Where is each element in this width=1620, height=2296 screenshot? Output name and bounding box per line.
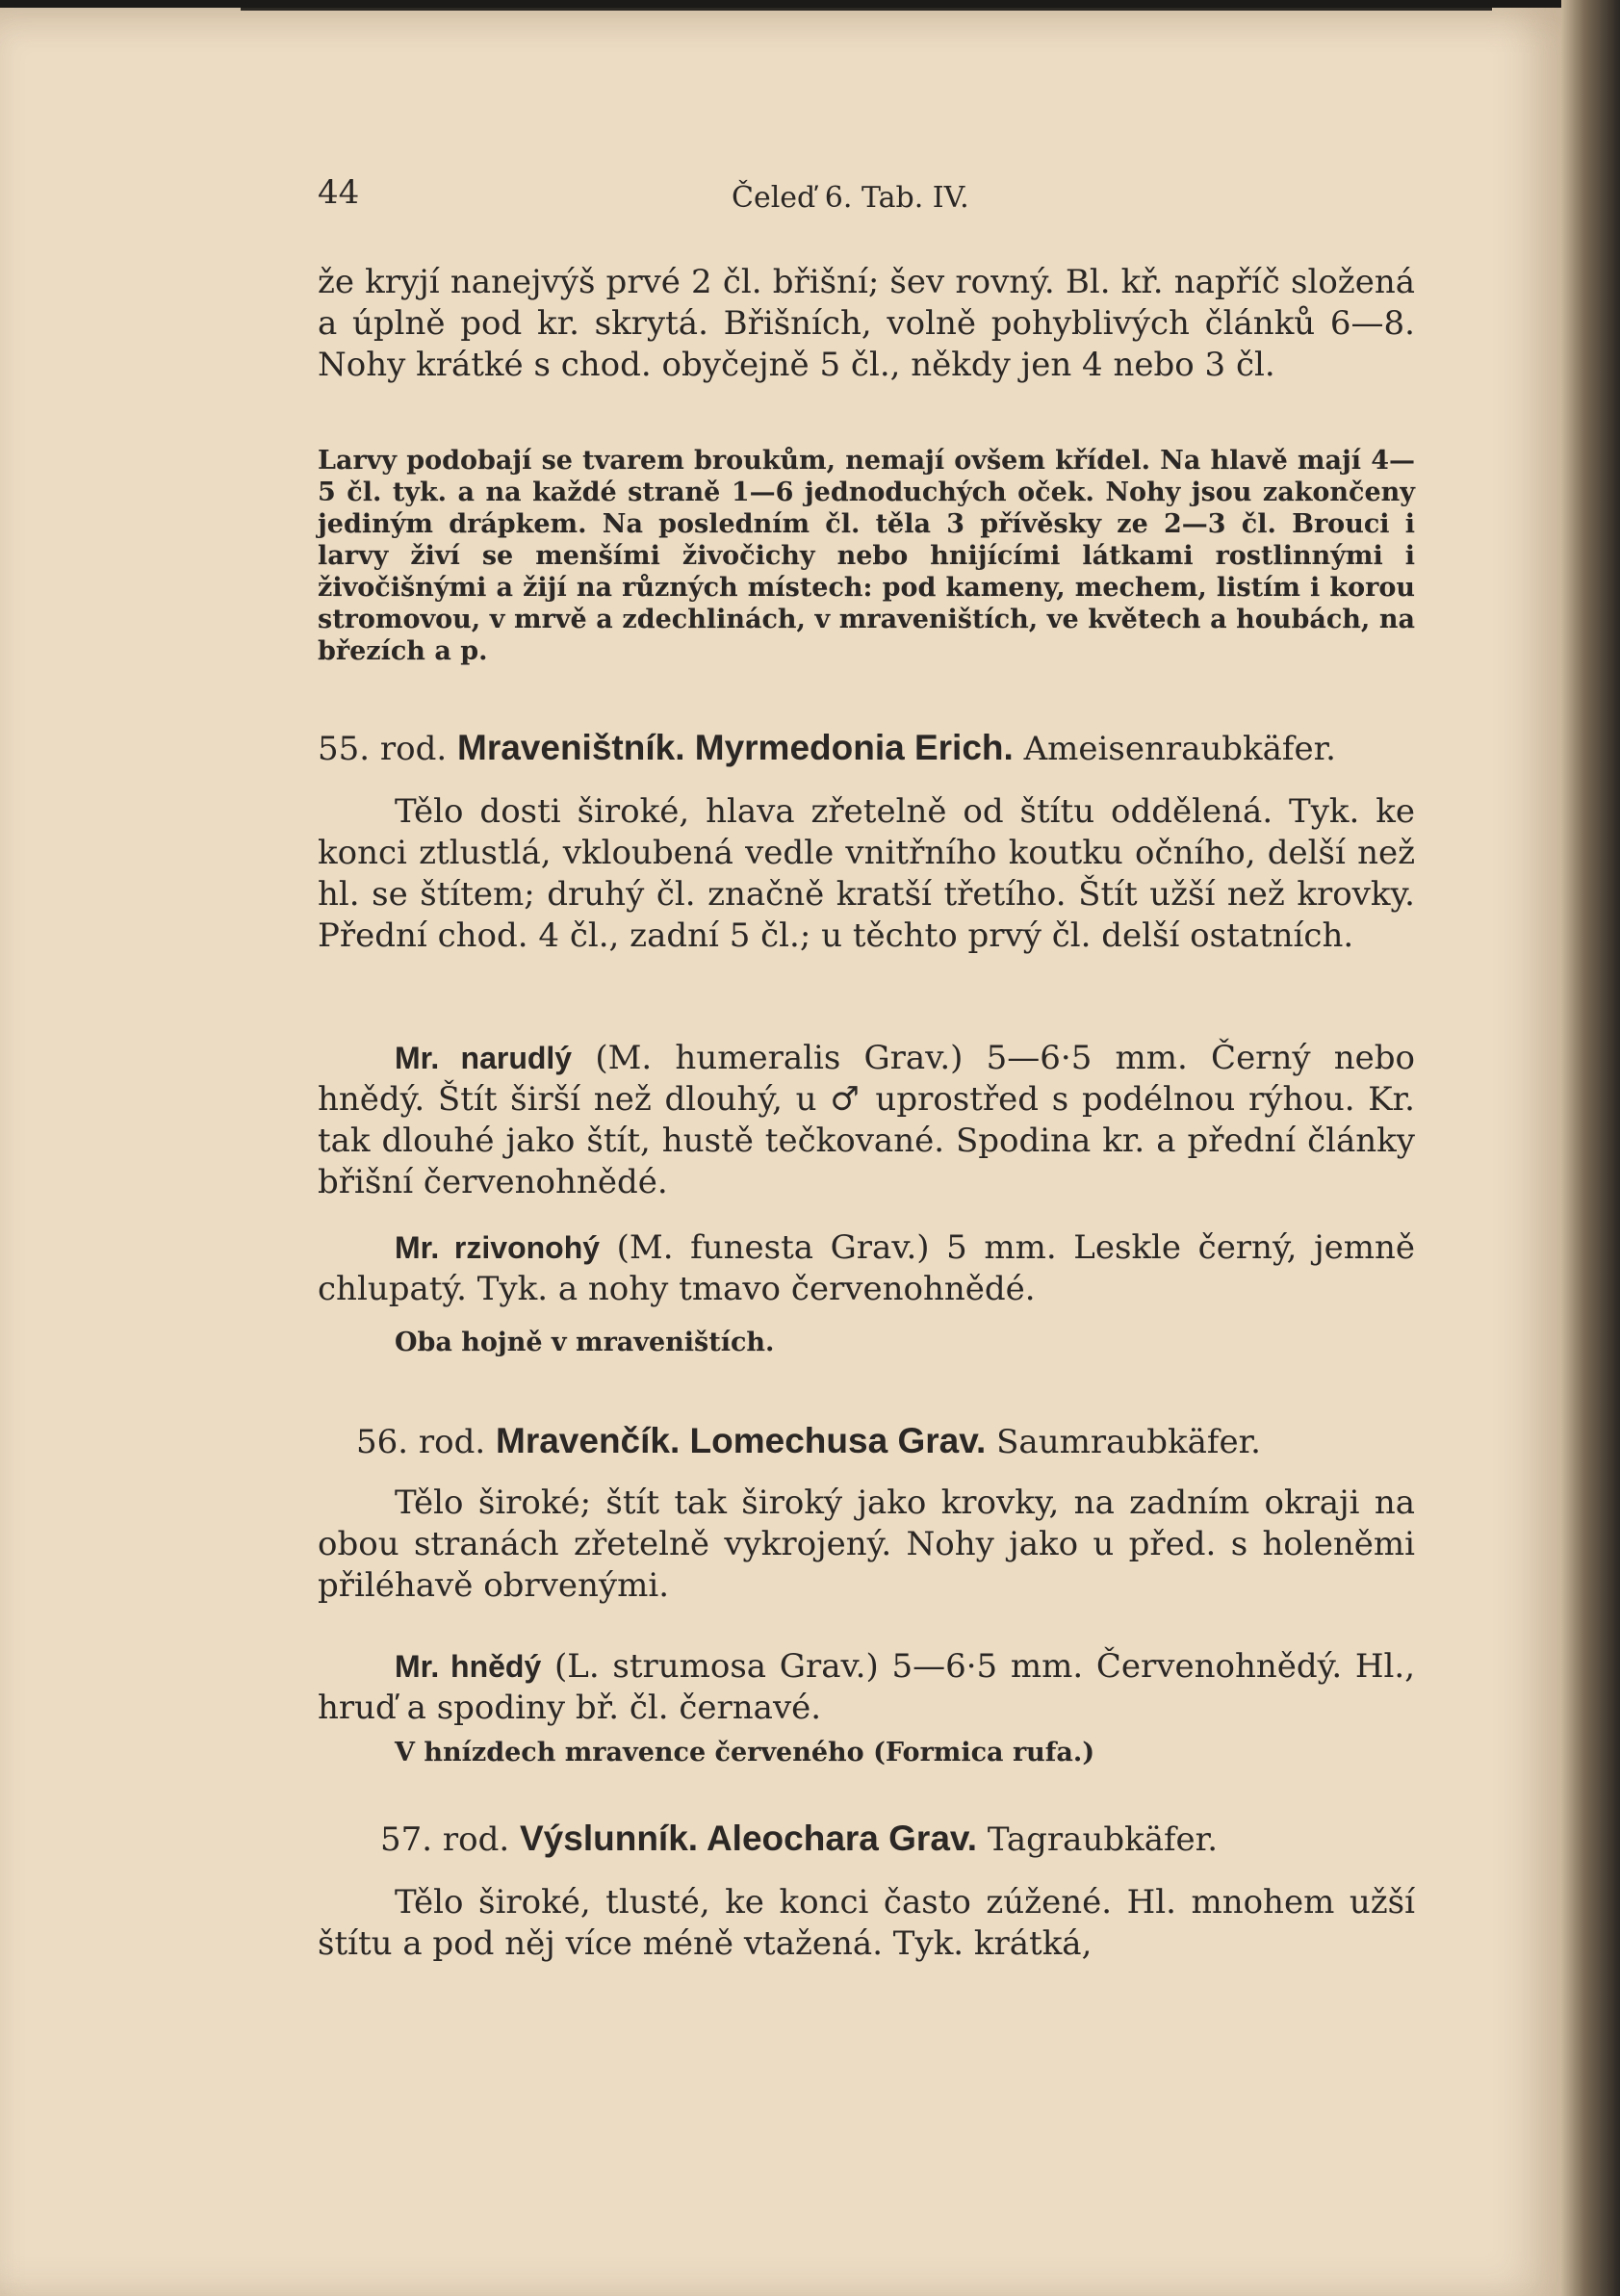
genus-56-description: Tělo široké; štít tak široký jako krovky, na zadním okraji na obou stranách zřetelně vykrojený. Nohy jako u před. s holeněmi přiléhavě obrvenými.	[318, 1483, 1415, 1605]
species-funesta	[318, 1227, 1415, 1310]
genus-57-german: Tagraubkäfer.	[987, 1820, 1219, 1859]
book-spine	[1561, 0, 1620, 2296]
genus-55-description: Tělo dosti široké, hlava zřetelně od štítu oddělená. Tyk. ke konci ztlustlá, vkloubená vedle vnitřního koutku očního, delší než hl. se štítem; druhý čl. značně kratší třetího. Štít užší než krovky. Přední chod. 4 čl., zadní 5 čl.; u těchto prvý čl. delší ostatních.	[318, 792, 1415, 955]
genus-56-heading	[356, 1420, 1453, 1463]
species-humeralis-text: (M. humeralis Grav.) 5—6·5 mm. Černý nebo hnědý. Štít širší než dlouhý, u ♂ uprostřed s podélnou rýhou. Kr. tak dlouhé jako štít, hustě tečkované. Spodina kr. a přední články břišní červenohnědé.	[318, 1039, 1416, 1201]
page-top-edge	[241, 8, 1492, 11]
species-strumosa-name: Mr. hnědý	[395, 1649, 542, 1684]
genus-56-number: 56. rod.	[356, 1423, 486, 1461]
genus-56-name: Mravenčík. Lomechusa Grav.	[496, 1421, 987, 1460]
genus-55-note: Oba hojně v mraveništích.	[395, 1328, 775, 1357]
genus-57-number: 57. rod.	[380, 1820, 510, 1859]
species-strumosa	[318, 1646, 1415, 1729]
genus-55-name: Mraveništník. Myrmedonia Erich.	[457, 728, 1014, 767]
species-humeralis-name: Mr. narudlý	[395, 1041, 573, 1075]
species-humeralis	[318, 1038, 1415, 1203]
genus-57-description: Tělo široké, tlusté, ke konci často zúžené. Hl. mnohem užší štítu a pod něj více méně vtažená. Tyk. krátká,	[318, 1883, 1415, 1963]
larvae-paragraph: Larvy podobají se tvarem broukům, nemají ovšem křídel. Na hlavě mají 4—5 čl. tyk. a na každé straně 1—6 jednoduchých oček. Nohy jsou zakončeny jediným drápkem. Na posledním čl. těla 3 přívěsky ze 2—3 čl. Brouci i larvy živí se menšími živočichy nebo hnijícími látkami rostlinnými i živočišnými a žijí na různých místech: pod kameny, mechem, listím i korou stromovou, v mrvě a zdechlinách, v mraveništích, ve květech a houbách, na březích a p.	[318, 446, 1415, 666]
species-funesta-name: Mr. rzivonohý	[395, 1230, 601, 1265]
genus-55-german: Ameisenraubkäfer.	[1023, 730, 1336, 768]
genus-56-german: Saumraubkäfer.	[996, 1423, 1261, 1461]
genus-55-number: 55. rod.	[318, 730, 448, 768]
genus-57-name: Výslunník. Aleochara Grav.	[520, 1819, 978, 1858]
page-number: 44	[318, 173, 360, 212]
running-title: Čeleď 6. Tab. IV.	[732, 181, 969, 215]
genus-57-heading	[380, 1818, 1478, 1861]
genus-56-note: V hnízdech mravence červeného (Formica rufa.)	[395, 1738, 1095, 1767]
species-strumosa-text: (L. strumosa Grav.) 5—6·5 mm. Červenohnědý. Hl., hruď a spodiny bř. čl. černavé.	[318, 1647, 1416, 1727]
intro-paragraph: že kryjí nanejvýš prvé 2 čl. břišní; šev rovný. Bl. kř. napříč složená a úplně pod kr. skrytá. Břišních, volně pohyblivých článků 6—8. Nohy krátké s chod. obyčejně 5 čl., někdy jen 4 nebo 3 čl.	[318, 263, 1415, 384]
species-funesta-text: (M. funesta Grav.) 5 mm. Leskle černý, jemně chlupatý. Tyk. a nohy tmavo červenohnědé.	[318, 1228, 1415, 1308]
genus-55-heading	[318, 727, 1415, 770]
